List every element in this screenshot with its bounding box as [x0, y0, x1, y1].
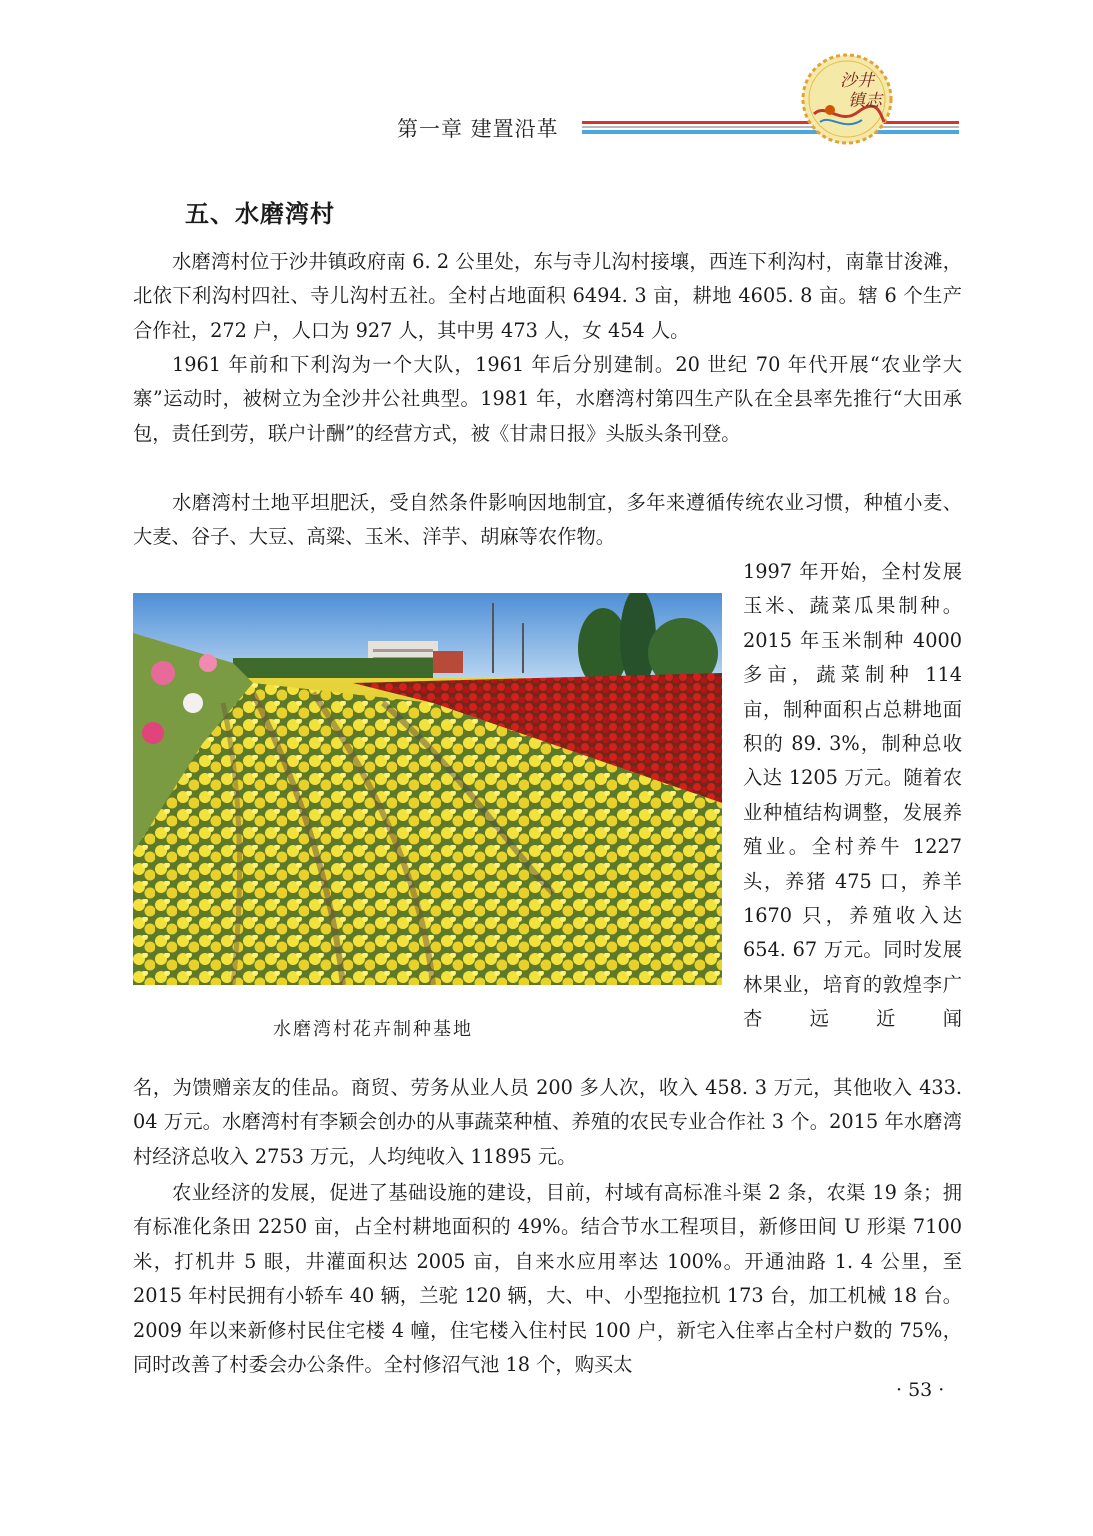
photo-caption: 水磨湾村花卉制种基地 — [273, 1019, 473, 1040]
page-number: · 53 · — [896, 1379, 945, 1401]
header-rule-blue — [582, 130, 959, 134]
paragraph-infrastructure: 农业经济的发展，促进了基础设施的建设，目前，村域有高标准斗渠 2 条，农渠 19 条；拥有标准化条田 2250 亩，占全村耕地面积的 49%。结合节水工程项目，新修田间 U 形渠 7100 米，打机井 5 眼，井灌面积达 2005 亩，自来水应用率达 100%。开通油路 1. 4 公里，至 2015 年村民拥有小轿车 40 辆，兰驼 120 辆，大、中、小型拖拉机 173 台，加工机械 18 台。2009 年以来新修村民住宅楼 4 幢，住宅楼入住村民 100 户，新宅入住率占全村户数的 75%，同时改善了村委会办公条件。全村修沼气池 18 个，购买太 — [133, 1181, 962, 1377]
paragraph-history: 1961 年前和下利沟为一个大队，1961 年后分别建制。20 世纪 70 年代开展“农业学大寨”运动时，被树立为全沙井公社典型。1981 年，水磨湾村第四生产队在全县率先推行“大田承包，责任到劳，联户计酬”的经营方式，被《甘肃日报》头版头条刊登。 — [133, 353, 962, 445]
section-title: 五、水磨湾村 — [185, 200, 335, 228]
header-rule-red — [582, 121, 959, 124]
paragraph-seed-production-cont: 名，为馈赠亲友的佳品。商贸、劳务从业人员 200 多人次，收入 458. 3 万元，其他收入 433. 04 万元。水磨湾村有李颖会创办的从事蔬菜种植、养殖的农民专业合作社 3 个。2015 年水磨湾村经济总收入 2753 万元，人均纯收入 11895 元。 — [133, 1076, 962, 1168]
flower-field-photo — [133, 593, 722, 985]
badge-text-bottom: 镇志 — [848, 91, 882, 111]
paragraph-location: 水磨湾村位于沙井镇政府南 6. 2 公里处，东与寺儿沟村接壤，西连下利沟村，南靠甘浚滩，北依下利沟村四社、寺儿沟村五社。全村占地面积 6494. 3 亩，耕地 4605. 8 亩。辖 6 个生产合作社，272 户，人口为 927 人，其中男 473 人，女 454 人。 — [133, 250, 962, 342]
header-rule-gray — [582, 126, 959, 128]
paragraph-seed-production: 1997 年开始，全村发展玉米、蔬菜瓜果制种。2015 年玉米制种 4000 多亩，蔬菜制种 114 亩，制种面积占总耕地面积的 89. 3%，制种总收入达 1205 万元。随着农业种植结构调整，发展养殖业。全村养牛 1227 头，养猪 475 口，养羊 1670 只，养殖收入达 654. 67 万元。同时发展林果业，培育的敦煌李广杏远近闻 — [743, 560, 962, 1031]
badge-text-top: 沙井 — [840, 71, 874, 91]
book-seal-icon — [800, 52, 894, 146]
chapter-title: 第一章 建置沿革 — [397, 117, 559, 141]
paragraph-crops: 水磨湾村土地平坦肥沃，受自然条件影响因地制宜，多年来遵循传统农业习惯，种植小麦、大麦、谷子、大豆、高粱、玉米、洋芋、胡麻等农作物。 — [133, 491, 962, 549]
